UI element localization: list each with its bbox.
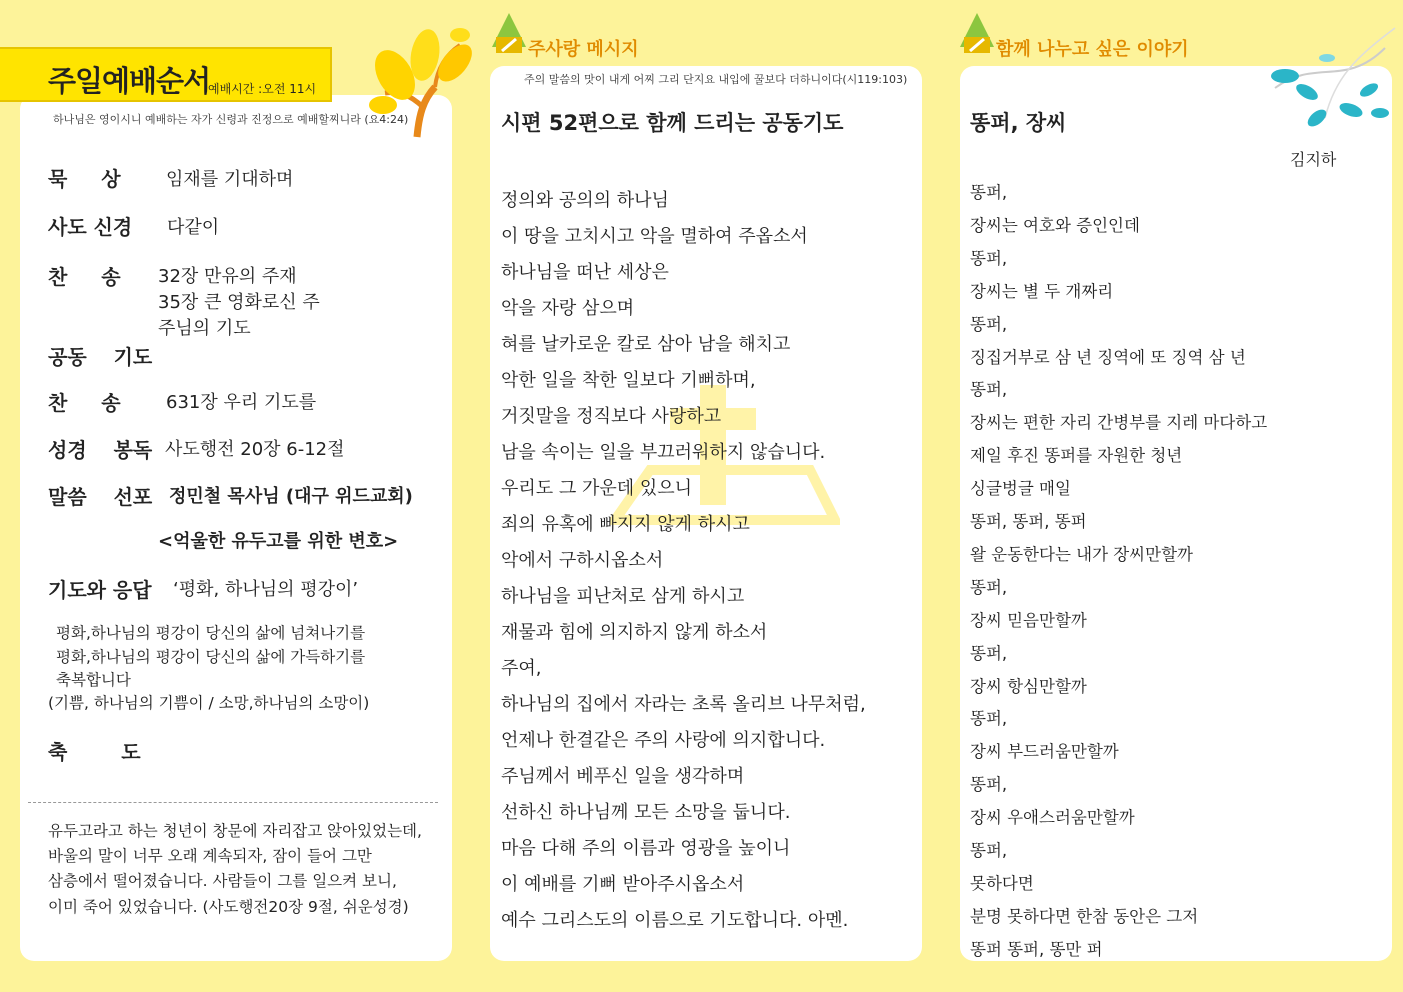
item-label: 묵 상 (48, 167, 121, 191)
prayer-line: 정의와 공의의 하나님 (501, 190, 669, 211)
prayer-line: 마음 다해 주의 이름과 영광을 높이니 (501, 838, 791, 859)
note-line: 삼층에서 떨어졌습니다. 사람들이 그를 일으켜 보니, (48, 872, 397, 890)
response-line: 축복합니다 (56, 671, 131, 689)
divider (28, 802, 438, 803)
story-line: 왈 운동한다는 내가 장씨만할까 (970, 544, 1193, 564)
note-line: 유두고라고 하는 청년이 창문에 자리잡고 앉아있었는데, (48, 822, 422, 840)
prayer-line: 악에서 구하시옵소서 (501, 550, 664, 571)
note-line: 이미 죽어 있었습니다. (사도행전20장 9절, 쉬운성경) (48, 898, 409, 916)
item-value: 사도행전 20장 6-12절 (165, 439, 345, 460)
story-author: 김지하 (1290, 150, 1337, 169)
prayer-line: 남을 속이는 일을 부끄러워하지 않습니다. (501, 442, 826, 463)
prayer-line: 우리도 그 가운데 있으니 (501, 478, 693, 499)
sermon-title: <억울한 유두고를 위한 변호> (158, 531, 399, 552)
story-line: 똥퍼, (970, 577, 1008, 597)
item-value: 631장 우리 기도를 (166, 392, 317, 413)
prayer-line: 언제나 한결같은 주의 사랑에 의지합니다. (501, 730, 826, 751)
story-line: 똥퍼, (970, 643, 1008, 663)
prayer-line: 거짓말을 정직보다 사랑하고 (501, 406, 722, 427)
item-value: 35장 큰 영화로신 주 (158, 292, 320, 313)
response-line: 평화,하나님의 평강이 당신의 삶에 넘쳐나기를 (56, 624, 366, 642)
section-heading: 주사랑 메시지 (528, 39, 639, 60)
story-title: 똥퍼, 장씨 (970, 111, 1067, 135)
story-line: 똥퍼, (970, 380, 1008, 400)
response-line: 평화,하나님의 평강이 당신의 삶에 가득하기를 (56, 648, 366, 666)
prayer-line: 악을 자랑 삼으며 (501, 298, 635, 319)
prayer-line: 하나님을 떠난 세상은 (501, 262, 669, 283)
prayer-line: 하나님을 피난처로 삼게 하시고 (501, 586, 745, 607)
story-line: 제일 후진 똥퍼를 자원한 청년 (970, 446, 1183, 466)
prayer-line: 주님께서 베푸신 일을 생각하며 (501, 766, 745, 787)
story-line: 장씨 부드러움만할까 (970, 742, 1119, 762)
item-label: 사도 신경 (48, 215, 133, 239)
story-line: 똥퍼, (970, 248, 1008, 268)
story-line: 똥퍼, (970, 841, 1008, 860)
prayer-line: 악한 일을 착한 일보다 기뻐하며, (501, 370, 756, 391)
item-label: 성경 봉독 (48, 438, 153, 462)
prayer-line: 예수 그리스도의 이름으로 기도합니다. 아멘. (501, 910, 849, 931)
prayer-line: 하나님의 집에서 자라는 초록 올리브 나무처럼, (501, 694, 866, 715)
header-verse: 하나님은 영이시니 예배하는 자가 신령과 진정으로 예배할찌니라 (요4:24) (53, 113, 409, 126)
title-bar (0, 47, 332, 102)
item-value: 임재를 기대하며 (166, 169, 294, 190)
benediction-label: 축 도 (48, 740, 141, 764)
prayer-line: 혀를 날카로운 칼로 삼아 남을 해치고 (501, 334, 791, 355)
story-line: 장씨 믿음만할까 (970, 610, 1087, 630)
section-tree-icon (492, 13, 526, 55)
story-line: 똥퍼, 똥퍼, 똥퍼 (970, 512, 1087, 531)
section-tree-icon (960, 13, 994, 55)
story-line: 똥퍼, (970, 183, 1008, 202)
story-line: 분명 못하다면 한참 동안은 그저 (970, 906, 1199, 926)
prayer-line: 이 예배를 기뻐 받아주시옵소서 (501, 874, 745, 895)
item-label: 말씀 선포 (48, 485, 153, 509)
item-label: 찬 송 (48, 391, 121, 415)
story-line: 똥퍼 똥퍼, 똥만 퍼 (970, 939, 1103, 959)
response-line: (기쁨, 하나님의 기쁨이 / 소망,하나님의 소망이) (48, 694, 370, 712)
prayer-line: 선하신 하나님께 모든 소망을 둡니다. (501, 802, 791, 823)
story-line: 장씨는 여호와 증인인데 (970, 215, 1140, 235)
prayer-title: 시편 52편으로 함께 드리는 공동기도 (501, 111, 844, 135)
story-line: 장씨는 편한 자리 간병부를 지레 마다하고 (970, 413, 1268, 433)
note-line: 바울의 말이 너무 오래 계속되자, 잠이 들어 그만 (48, 847, 372, 865)
item-value: ‘평화, 하나님의 평강이’ (173, 579, 359, 600)
prayer-line: 주여, (501, 658, 542, 679)
story-line: 못하다면 (970, 873, 1034, 893)
item-label: 공동 기도 (48, 345, 153, 369)
story-line: 장씨 우애스러움만할까 (970, 808, 1135, 828)
item-label: 기도와 응답 (48, 578, 152, 602)
story-line: 장씨 항심만할까 (970, 676, 1087, 696)
prayer-line: 재물과 힘에 의지하지 않게 하소서 (501, 622, 768, 643)
worship-time: 예배시간 :오전 11시 (208, 82, 317, 96)
page-title: 주일예배순서 (48, 64, 211, 98)
story-line: 똥퍼, (970, 775, 1008, 795)
item-value: 주님의 기도 (158, 318, 251, 339)
prayer-line: 죄의 유혹에 빠지지 않게 하시고 (501, 514, 750, 535)
item-value: 32장 만유의 주재 (158, 266, 297, 287)
story-line: 똥퍼, (970, 709, 1008, 729)
section-heading: 함께 나누고 싶은 이야기 (996, 39, 1189, 60)
panel-verse: 주의 말씀의 맛이 내게 어찌 그리 단지요 내입에 꿀보다 더하니이다(시119:103) (524, 73, 908, 86)
story-line: 장씨는 별 두 개짜리 (970, 281, 1114, 301)
prayer-line: 이 땅을 고치시고 악을 멸하여 주옵소서 (501, 226, 808, 247)
story-line: 싱글벙글 매일 (970, 479, 1071, 499)
story-line: 징집거부로 삼 년 징역에 또 징역 삼 년 (970, 347, 1246, 367)
teal-flower-vine-icon (1265, 18, 1400, 138)
item-label: 찬 송 (48, 265, 121, 289)
item-value: 다같이 (167, 217, 220, 238)
story-line: 똥퍼, (970, 314, 1008, 334)
preacher: 정민철 목사님 (대구 위드교회) (169, 486, 413, 507)
